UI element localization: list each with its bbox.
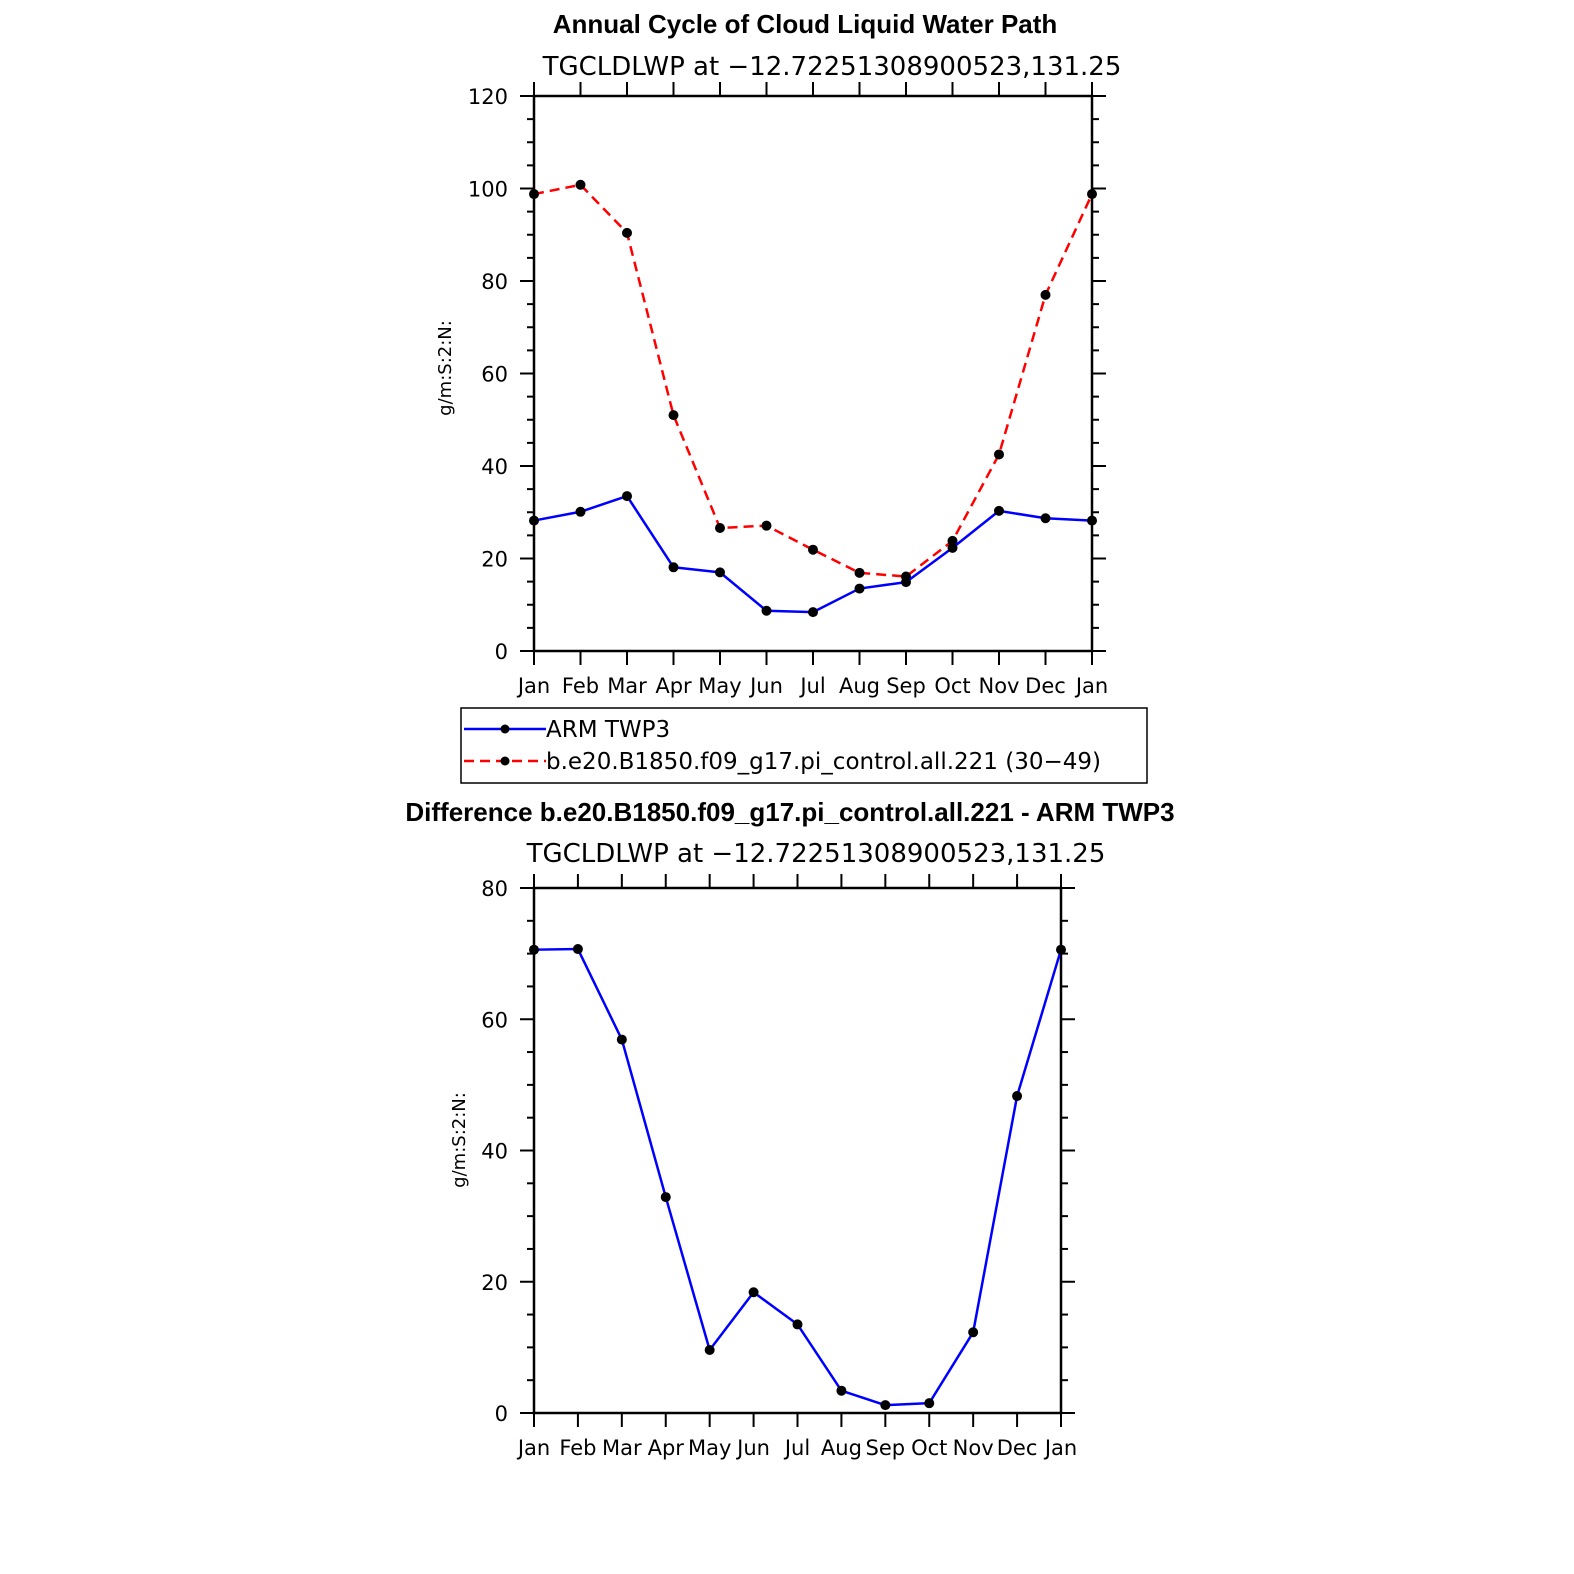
- legend-label-model: b.e20.B1850.f09_g17.pi_control.all.221 (30−49): [546, 749, 1101, 775]
- data-point-0: [715, 567, 725, 577]
- series-line-0: [534, 949, 1061, 1405]
- series-layer-difference: [529, 944, 1066, 1410]
- y-tick-label: 40: [481, 455, 508, 479]
- x-tick-label: Jan: [517, 1436, 551, 1460]
- x-tick-label: May: [687, 1436, 732, 1460]
- tick-labels-difference: [481, 877, 1077, 1460]
- data-point-0: [1087, 516, 1097, 526]
- x-tick-label: Jun: [750, 674, 783, 698]
- x-tick-label: Jul: [784, 1436, 811, 1460]
- data-point-1: [1087, 189, 1097, 199]
- x-tick-label: Sep: [886, 674, 926, 698]
- data-point-0: [1056, 945, 1066, 955]
- y-tick-label: 80: [481, 270, 508, 294]
- y-tick-label: 20: [481, 547, 508, 572]
- data-point-0: [669, 562, 679, 572]
- data-point-0: [793, 1319, 803, 1329]
- y-tick-label: 20: [481, 1270, 508, 1295]
- x-tick-label: Jun: [737, 1436, 770, 1460]
- y-tick-label: 40: [481, 1139, 508, 1164]
- x-tick-label: May: [698, 674, 742, 698]
- data-point-0: [968, 1327, 978, 1337]
- x-tick-label: Aug: [838, 674, 881, 698]
- series-line-1: [534, 185, 1092, 577]
- x-tick-label: Dec: [1025, 674, 1066, 698]
- y-tick-label: 0: [494, 640, 508, 664]
- x-tick-label: Apr: [647, 1436, 684, 1460]
- data-point-0: [576, 507, 586, 517]
- data-point-0: [901, 577, 911, 587]
- x-tick-label: Oct: [934, 674, 971, 698]
- data-point-1: [529, 189, 539, 199]
- y-axis-label-difference: g/m:S:2:N:: [449, 1092, 470, 1188]
- data-point-1: [855, 568, 865, 578]
- y-axis-label: g/m:S:2:N:: [435, 320, 456, 416]
- x-tick-label: Jan: [517, 674, 551, 698]
- data-point-0: [880, 1400, 890, 1410]
- data-point-0: [749, 1287, 759, 1297]
- data-point-0: [617, 1035, 627, 1045]
- data-point-0: [994, 506, 1004, 516]
- chart-title-difference: Difference b.e20.B1850.f09_g17.pi_control.all.221 - ARM TWP3: [405, 797, 1175, 827]
- plot-area-difference: [520, 874, 1075, 1427]
- y-tick-label: 60: [481, 362, 508, 387]
- x-tick-label: Nov: [952, 1436, 994, 1460]
- data-point-1: [762, 521, 772, 531]
- chart-title: Annual Cycle of Cloud Liquid Water Path: [552, 9, 1058, 39]
- data-point-0: [529, 945, 539, 955]
- x-tick-label: Apr: [655, 674, 692, 698]
- data-point-0: [529, 516, 539, 526]
- plot-frame: [534, 96, 1092, 651]
- x-tick-label: Mar: [602, 1436, 642, 1460]
- x-tick-label: Oct: [911, 1436, 948, 1460]
- y-tick-label: 80: [481, 877, 508, 901]
- panel-difference: [405, 797, 1174, 1460]
- data-point-0: [705, 1345, 715, 1355]
- data-point-0: [1012, 1091, 1022, 1101]
- data-point-0: [808, 607, 818, 617]
- data-point-0: [1041, 513, 1051, 523]
- y-tick-label: 120: [467, 85, 508, 109]
- plot-frame: [534, 888, 1061, 1413]
- data-point-1: [669, 410, 679, 420]
- data-point-1: [576, 180, 586, 190]
- data-point-1: [622, 228, 632, 238]
- data-point-0: [573, 944, 583, 954]
- x-tick-label: Feb: [559, 1436, 597, 1460]
- x-tick-label: Feb: [561, 674, 600, 698]
- tick-labels: [468, 85, 1108, 698]
- data-point-0: [661, 1192, 671, 1202]
- chart-subtitle: TGCLDLWP at −12.72251308900523,131.25: [542, 52, 1122, 82]
- data-point-1: [808, 545, 818, 555]
- y-tick-label: 100: [467, 177, 508, 202]
- legend-marker-model: [501, 757, 510, 766]
- data-point-0: [836, 1386, 846, 1396]
- x-tick-label: Dec: [996, 1436, 1038, 1460]
- legend-marker-arm: [501, 725, 510, 734]
- data-point-0: [924, 1398, 934, 1408]
- x-tick-label: Mar: [607, 674, 647, 698]
- data-point-0: [855, 584, 865, 594]
- data-point-0: [762, 606, 772, 616]
- data-point-1: [715, 523, 725, 533]
- x-tick-label: Nov: [978, 674, 1020, 698]
- x-tick-label: Jul: [800, 674, 826, 698]
- data-point-0: [622, 491, 632, 501]
- data-point-1: [994, 449, 1004, 459]
- chart-subtitle-difference: TGCLDLWP at −12.72251308900523,131.25: [526, 839, 1106, 869]
- x-tick-label: Jan: [1075, 674, 1109, 698]
- y-tick-label: 0: [494, 1402, 508, 1426]
- legend-label-arm: ARM TWP3: [546, 717, 671, 743]
- x-tick-label: Sep: [865, 1436, 906, 1460]
- legend: [461, 708, 1147, 783]
- plot-area: [520, 82, 1106, 665]
- y-tick-label: 60: [481, 1008, 508, 1033]
- panel-annual-cycle: [435, 9, 1121, 698]
- data-point-1: [1041, 290, 1051, 300]
- x-tick-label: Jan: [1044, 1436, 1078, 1460]
- series-layer: [529, 180, 1097, 617]
- data-point-0: [948, 543, 958, 553]
- x-tick-label: Aug: [820, 1436, 862, 1460]
